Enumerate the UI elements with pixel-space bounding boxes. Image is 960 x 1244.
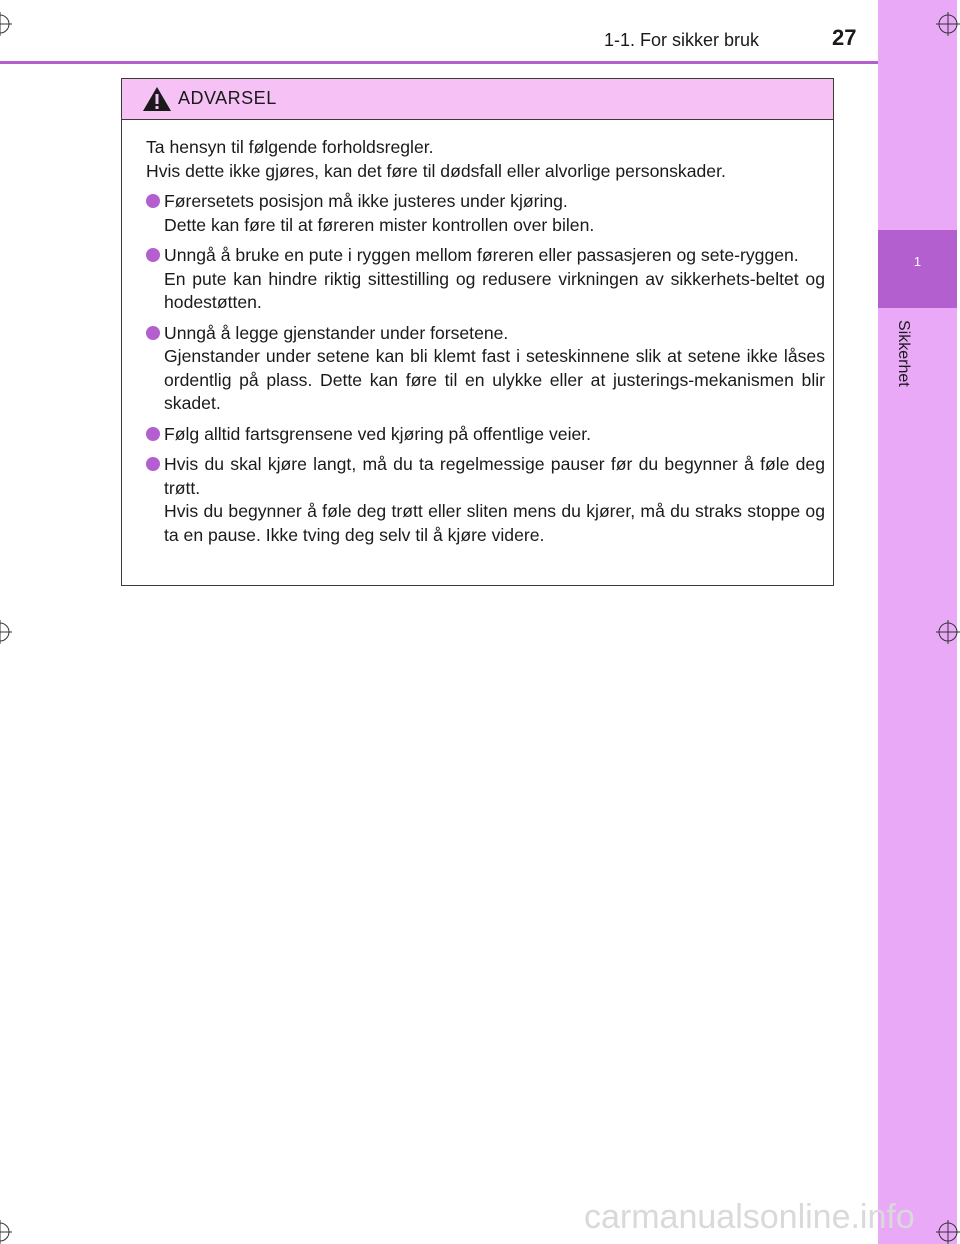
chapter-label: Sikkerhet	[895, 320, 912, 387]
bullet-dot-icon	[146, 194, 160, 208]
warning-intro	[146, 136, 825, 183]
list-item	[146, 244, 825, 315]
item-detail: En pute kan hindre riktig sittestilling og redusere virkningen av sikkerhets-beltet og hodestøtten.	[164, 268, 825, 312]
item-detail: Dette kan føre til at føreren mister kontrollen over bilen.	[164, 214, 595, 235]
warning-body	[122, 120, 833, 547]
registration-mark-icon	[936, 620, 960, 644]
item-lead: Hvis du skal kjøre langt, må du ta regelmessige pauser før du begynner å føle deg trøtt.	[164, 454, 825, 498]
warning-title: ADVARSEL	[178, 88, 277, 108]
bullet-dot-icon	[146, 427, 160, 441]
list-item	[146, 423, 825, 447]
bullet-dot-icon	[146, 457, 160, 471]
warning-box	[121, 78, 834, 586]
section-title: 1-1. For sikker bruk	[604, 30, 760, 50]
bullet-dot-icon	[146, 326, 160, 340]
warning-items	[146, 190, 825, 547]
registration-mark-icon	[0, 1220, 12, 1244]
item-lead: Unngå å bruke en pute i ryggen mellom føreren eller passasjeren og sete-ryggen.	[164, 245, 799, 265]
watermark: carmanualsonline.info	[584, 1198, 915, 1236]
registration-mark-icon	[936, 12, 960, 36]
page-number: 27	[832, 25, 857, 50]
bullet-dot-icon	[146, 248, 160, 262]
chapter-tab	[878, 230, 957, 308]
item-detail: Gjenstander under setene kan bli klemt fast i seteskinnene slik at setene ikke låses ordentlig på plass. Dette kan føre til en ulykke eller at justerings-mekanismen blir skadet.	[164, 346, 825, 413]
item-lead: Følg alltid fartsgrensene ved kjøring på offentlige veier.	[164, 423, 592, 444]
list-item	[146, 453, 825, 547]
header-rule	[0, 61, 878, 64]
item-lead: Unngå å legge gjenstander under forsetene.	[164, 322, 509, 343]
list-item	[146, 322, 825, 416]
chapter-number: 1	[913, 254, 922, 269]
intro-line: Hvis dette ikke gjøres, kan det føre til dødsfall eller alvorlige personskader.	[146, 160, 726, 181]
registration-mark-icon	[0, 12, 12, 36]
list-item	[146, 190, 825, 237]
item-detail: Hvis du begynner å føle deg trøtt eller sliten mens du kjører, må du straks stoppe og ta en pause. Ikke tving deg selv til å kjøre videre.	[164, 501, 825, 545]
registration-mark-icon	[0, 620, 12, 644]
intro-line: Ta hensyn til følgende forholdsregler.	[146, 137, 434, 157]
warning-triangle-icon	[142, 86, 172, 112]
registration-mark-icon	[936, 1220, 960, 1244]
item-lead: Førersetets posisjon må ikke justeres under kjøring.	[164, 191, 568, 211]
warning-header	[122, 79, 833, 120]
